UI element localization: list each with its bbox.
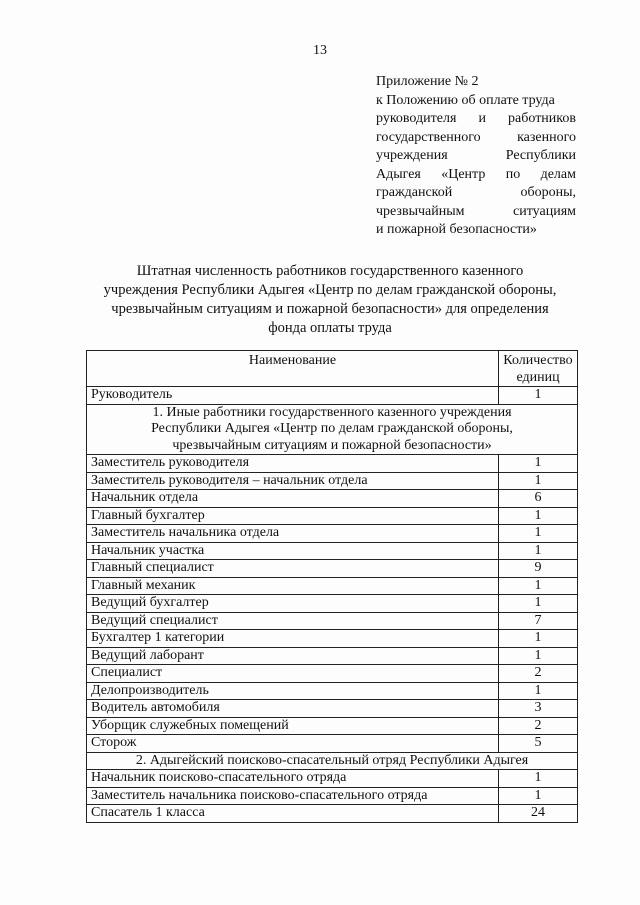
appendix-line: руководителя и работников <box>376 111 576 126</box>
table-row <box>87 542 578 560</box>
position-quantity: 1 <box>499 542 578 560</box>
table-row <box>87 735 578 753</box>
position-name: Ведущий специалист <box>87 612 499 630</box>
table-row <box>87 682 578 700</box>
position-quantity: 3 <box>499 700 578 718</box>
position-name: Заместитель начальника поисково-спасательного отряда <box>87 787 499 805</box>
table-row <box>87 647 578 665</box>
appendix-line: гражданской обороны, <box>376 185 576 200</box>
title-line: учреждения Республики Адыгея «Центр по делам гражданской обороны, <box>103 282 557 298</box>
appendix-line: государственного казенного <box>376 129 576 145</box>
table-row <box>87 595 578 613</box>
appendix-line: к Положению об оплате труда <box>376 92 555 108</box>
position-name: Начальник отдела <box>87 490 499 508</box>
position-quantity: 2 <box>499 717 578 735</box>
position-name: Заместитель руководителя – начальник отдела <box>87 472 499 490</box>
position-name: Руководитель <box>87 387 499 405</box>
section-title-line: чрезвычайным ситуациям и пожарной безопасности» <box>172 437 492 453</box>
table-row <box>87 577 578 595</box>
table-row <box>87 560 578 578</box>
position-name: Ведущий бухгалтер <box>87 595 499 613</box>
position-quantity: 1 <box>499 387 578 405</box>
appendix-line: учреждения Республики <box>376 148 576 163</box>
table-row <box>87 805 578 823</box>
appendix-line: чрезвычайным ситуациям <box>376 203 576 219</box>
document-title <box>100 262 560 338</box>
position-name: Главный механик <box>87 577 499 595</box>
position-quantity: 24 <box>499 805 578 823</box>
position-quantity: 1 <box>499 595 578 613</box>
header-quantity <box>499 351 578 387</box>
section-title-line: Республики Адыгея «Центр по делам гражданской обороны, <box>151 421 513 436</box>
position-name: Сторож <box>87 735 499 753</box>
table-header-row <box>87 351 578 387</box>
position-quantity: 1 <box>499 630 578 648</box>
header-quantity-line1: Количество <box>503 353 573 368</box>
position-quantity: 6 <box>499 490 578 508</box>
position-name: Делопроизводитель <box>87 682 499 700</box>
section-row <box>87 752 578 770</box>
header-quantity-line2: единиц <box>516 370 560 385</box>
table-row <box>87 472 578 490</box>
position-quantity: 1 <box>499 682 578 700</box>
title-line: Штатная численность работников государственного казенного <box>136 263 524 279</box>
table-row <box>87 665 578 683</box>
table-row <box>87 630 578 648</box>
table-row <box>87 387 578 405</box>
position-quantity: 2 <box>499 665 578 683</box>
appendix-line: Адыгея «Центр по делам <box>376 166 576 182</box>
position-name: Начальник участка <box>87 542 499 560</box>
position-quantity: 1 <box>499 647 578 665</box>
position-quantity: 1 <box>499 472 578 490</box>
position-name: Специалист <box>87 665 499 683</box>
position-name: Начальник поисково-спасательного отряда <box>87 770 499 788</box>
table-row <box>87 455 578 473</box>
section-title-line: 1. Иные работники государственного казенного учреждения <box>152 404 512 420</box>
position-name: Водитель автомобиля <box>87 700 499 718</box>
position-name: Заместитель руководителя <box>87 455 499 473</box>
table-row <box>87 490 578 508</box>
page-number: 13 <box>313 43 327 58</box>
section-title <box>87 404 578 455</box>
position-quantity: 1 <box>499 507 578 525</box>
position-name: Главный специалист <box>87 560 499 578</box>
table-row <box>87 507 578 525</box>
table-row <box>87 770 578 788</box>
position-name: Уборщик служебных помещений <box>87 717 499 735</box>
position-quantity: 1 <box>499 577 578 595</box>
title-line: фонда оплаты труда <box>268 320 392 336</box>
section-title: 2. Адыгейский поисково-спасательный отряд Республики Адыгея <box>87 752 578 770</box>
position-name: Главный бухгалтер <box>87 507 499 525</box>
position-quantity: 7 <box>499 612 578 630</box>
section-row <box>87 404 578 455</box>
position-quantity: 5 <box>499 735 578 753</box>
position-name: Бухгалтер 1 категории <box>87 630 499 648</box>
position-quantity: 9 <box>499 560 578 578</box>
table-row <box>87 525 578 543</box>
position-quantity: 1 <box>499 787 578 805</box>
table-row <box>87 717 578 735</box>
header-name: Наименование <box>87 351 499 387</box>
appendix-line: и пожарной безопасности» <box>376 222 537 237</box>
appendix-note <box>376 73 576 240</box>
position-quantity: 1 <box>499 770 578 788</box>
position-name: Спасатель 1 класса <box>87 805 499 823</box>
position-name: Заместитель начальника отдела <box>87 525 499 543</box>
table-row <box>87 612 578 630</box>
position-quantity: 1 <box>499 525 578 543</box>
table-row <box>87 700 578 718</box>
appendix-line: Приложение № 2 <box>376 74 479 89</box>
title-line: чрезвычайным ситуациям и пожарной безопасности» для определения <box>111 301 549 317</box>
table-row <box>87 787 578 805</box>
staff-table <box>86 350 578 823</box>
position-quantity: 1 <box>499 455 578 473</box>
position-name: Ведущий лаборант <box>87 647 499 665</box>
